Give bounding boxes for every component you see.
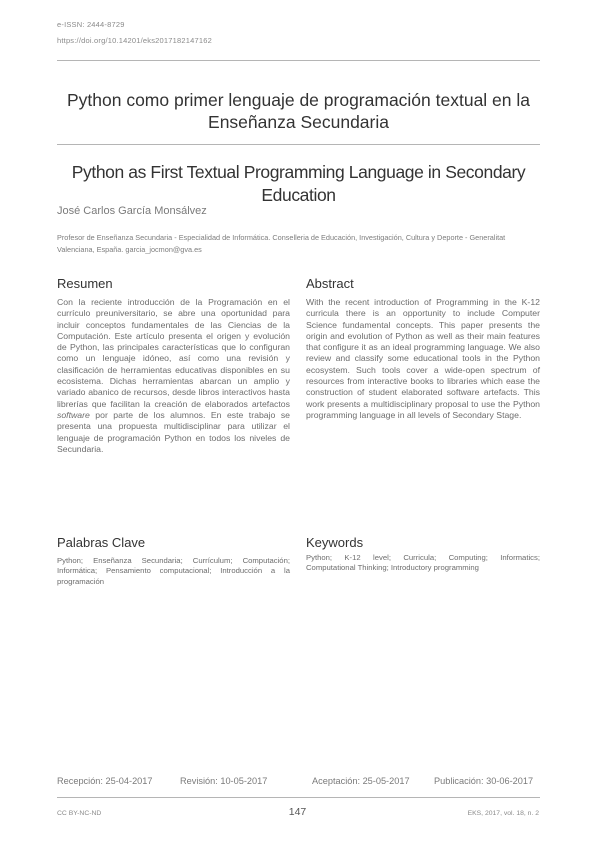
author-affiliation: Profesor de Enseñanza Secundaria - Especialidad de Informática. Conselleria de Educación, Investigación, Cultura y Deporte - Generalitat Valenciana, España. garcia_jocmon@gva.es	[57, 233, 506, 254]
keywords-text: Python; K-12 level; Curricula; Computing; Informatics; Computational Thinking; Introductory programming	[306, 553, 540, 573]
resumen-heading: Resumen	[57, 276, 113, 291]
issn: e-ISSN: 2444-8729	[57, 20, 125, 29]
doi-link[interactable]: https://doi.org/10.14201/eks2017182147162	[57, 36, 212, 45]
page-number: 147	[288, 806, 307, 818]
date-recepcion: Recepción: 25-04-2017	[57, 776, 153, 786]
top-rule	[57, 60, 540, 61]
palabras-clave-text: Python; Enseñanza Secundaria; Currículum; Computación; Informática; Pensamiento computacional; Introducción a la programación	[57, 556, 290, 586]
journal-citation: EKS, 2017, vol. 18, n. 2	[467, 810, 539, 817]
keywords-heading: Keywords	[306, 535, 364, 550]
title-spanish: Python como primer lenguaje de programación textual en la Enseñanza Secundaria	[66, 90, 531, 132]
date-revision: Revisión: 10-05-2017	[180, 776, 268, 786]
footer-rule	[57, 797, 540, 798]
resumen-text-part2: por parte de los alumnos. En este trabajo se presenta una propuesta multidisciplinar para utilizar el lenguaje de programación Python en todos los niveles de Secundaria.	[57, 409, 290, 454]
date-publicacion: Publicación: 30-06-2017	[434, 776, 534, 786]
license-badge: CC BY-NC-ND	[57, 810, 102, 817]
resumen-text-part1: Con la reciente introducción de la Programación en el currículo preuniversitario, se abre una oportunidad para incluir conceptos fundamentales de las Ciencias de la Computación. Este artículo presenta el origen y evolución de Python, las principales características que lo configuran como un lenguaje idóneo, así como una revisión y clasificación de herramientas educativas disponibles en su ecosistema. Dichas herramientas abarcan un amplio y variado abanico de recursos, desde libros interactivos hasta librerías que facilitan la creación de elaborados artefactos	[57, 297, 290, 409]
author-name: José Carlos García Monsálvez	[57, 205, 207, 217]
date-aceptacion: Aceptación: 25-05-2017	[312, 776, 410, 786]
palabras-clave-heading: Palabras Clave	[57, 535, 146, 550]
abstract-text: With the recent introduction of Programming in the K-12 curricula there is an opportunity to include Computer Science fundamental concepts. This paper presents the origin and evolution of Python as well as their main features that configure it as an ideal programming language. We also review and classify some educational tools in the Python ecosystem. Such tools cover a wide-open spectrum of resources from interactive books to libraries which ease the construction of student elaborated software artefacts. This work presents a multidisciplinary proposal to use the Python programming language in all levels of Secondary Stage.	[306, 297, 540, 420]
resumen-text	[57, 297, 290, 455]
abstract-heading: Abstract	[306, 276, 354, 291]
title-rule	[57, 144, 540, 145]
resumen-text-italic: software	[57, 409, 90, 420]
title-english: Python as First Textual Programming Language in Secondary Education	[71, 162, 526, 205]
